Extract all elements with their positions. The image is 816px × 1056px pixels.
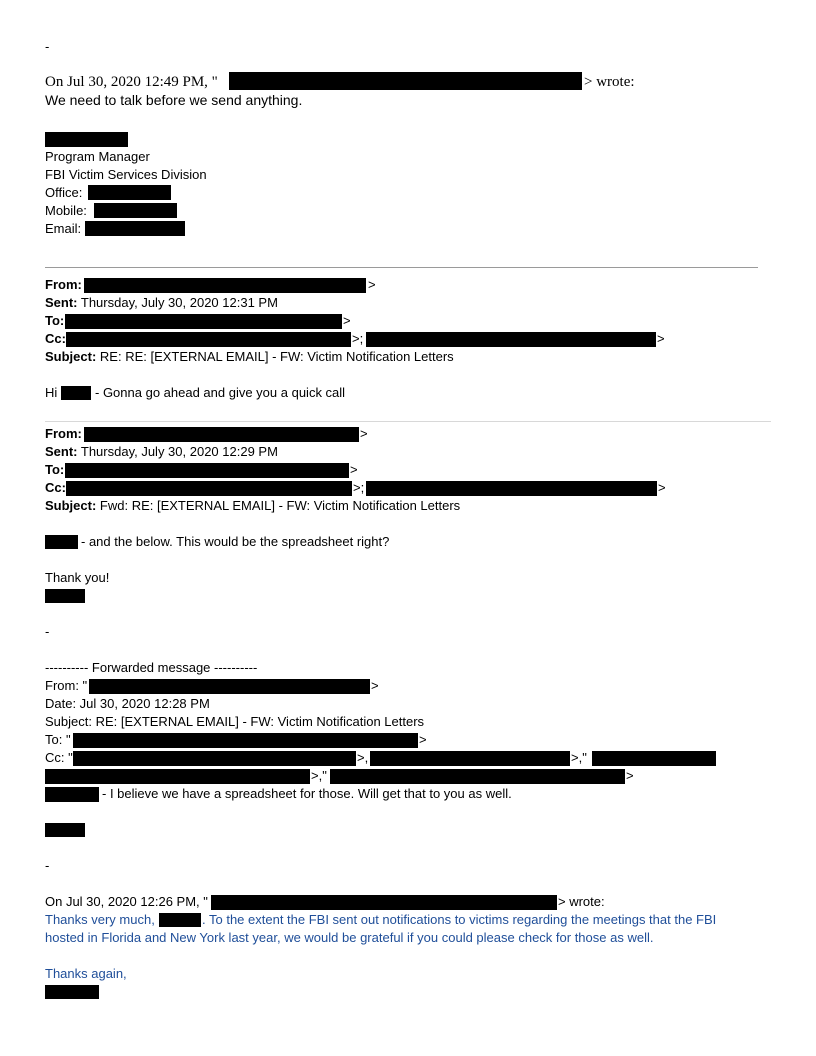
redaction-block — [89, 679, 370, 694]
email1-body-suffix: - Gonna go ahead and give you a quick call — [95, 385, 346, 400]
email1-sent: Sent: Thursday, July 30, 2020 12:31 PM — [45, 295, 278, 310]
original-line2: hosted in Florida and New York last year, we would be grateful if you could please check for those as well. — [45, 930, 654, 945]
forwarded-cc-sep1: >, — [357, 750, 369, 765]
redacted-office — [88, 185, 171, 200]
forwarded-from-tail: > — [371, 678, 379, 693]
redaction-block — [45, 589, 85, 603]
signature-division: FBI Victim Services Division — [45, 167, 207, 182]
forwarded-to-label: To: " — [45, 732, 71, 747]
email1-cc-mid: >; — [352, 331, 364, 346]
email2-cc-label: Cc: — [45, 480, 66, 495]
redaction-block — [366, 332, 656, 347]
forwarded-from-label: From: " — [45, 678, 88, 693]
redaction-block — [84, 427, 359, 442]
email1-cc-tail: > — [657, 331, 665, 346]
redaction-block — [73, 751, 356, 766]
email2-cc-tail: > — [658, 480, 666, 495]
redaction-block — [65, 314, 342, 329]
redaction-block — [211, 895, 557, 910]
email1-body-prefix: Hi — [45, 385, 58, 400]
redaction-block — [229, 72, 582, 90]
redaction-block — [65, 463, 349, 478]
original-thanks: Thanks again, — [45, 966, 127, 981]
header-divider — [45, 267, 758, 268]
email2-from-tail: > — [360, 426, 368, 441]
email2-from-label: From: — [45, 426, 82, 441]
redacted-name — [45, 132, 128, 147]
email1-from-tail: > — [368, 277, 376, 292]
forwarded-cc-sep2: >," — [571, 750, 587, 765]
mobile-label: Mobile: — [45, 203, 87, 218]
email1-cc-label: Cc: — [45, 331, 66, 346]
forwarded-to-tail: > — [419, 732, 427, 747]
redaction-block — [66, 481, 352, 496]
original-line1-suffix: . To the extent the FBI sent out notifications to victims regarding the meetings that the FBI — [202, 912, 717, 927]
email2-thanks: Thank you! — [45, 570, 110, 585]
leading-dash: - — [45, 39, 50, 54]
office-label: Office: — [45, 185, 83, 200]
forwarded-cc-line2-sep: >," — [311, 768, 327, 783]
reply-header-prefix: On Jul 30, 2020 12:49 PM, " — [45, 74, 218, 90]
email-label: Email: — [45, 221, 82, 236]
redaction-block — [330, 769, 625, 784]
redaction-block — [84, 278, 366, 293]
redaction-block — [45, 787, 99, 802]
forwarded-dash: - — [45, 858, 50, 873]
signature-title: Program Manager — [45, 149, 150, 164]
forwarded-subject: Subject: RE: [EXTERNAL EMAIL] - FW: Victim Notification Letters — [45, 714, 425, 729]
forwarded-body: - I believe we have a spreadsheet for those. Will get that to you as well. — [102, 786, 512, 801]
email1-from-label: From: — [45, 277, 82, 292]
email1-to-label: To: — [45, 313, 65, 328]
email-divider — [45, 421, 771, 422]
email2-sent: Sent: Thursday, July 30, 2020 12:29 PM — [45, 444, 278, 459]
email2-body: - and the below. This would be the spreadsheet right? — [81, 534, 390, 549]
email2-subject: Subject: Fwd: RE: [EXTERNAL EMAIL] - FW: Victim Notification Letters — [45, 498, 461, 513]
email2-cc-mid: >; — [353, 480, 365, 495]
original-header-suffix: > wrote: — [558, 894, 605, 909]
email2-to-label: To: — [45, 462, 65, 477]
redaction-block — [45, 769, 310, 784]
original-line1-prefix: Thanks very much, — [45, 912, 155, 927]
forwarded-divider: ---------- Forwarded message ---------- — [45, 660, 258, 675]
forwarded-cc-line2-tail: > — [626, 768, 634, 783]
redaction-block — [73, 733, 418, 748]
redaction-block — [370, 751, 570, 766]
email2-to-tail: > — [350, 462, 358, 477]
reply-message: We need to talk before we send anything. — [45, 92, 303, 108]
email1-subject: Subject: RE: RE: [EXTERNAL EMAIL] - FW: Victim Notification Letters — [45, 349, 454, 364]
redaction-block — [45, 985, 99, 999]
reply-header-suffix: > wrote: — [584, 74, 635, 90]
redaction-block — [592, 751, 716, 766]
redaction-block — [45, 535, 78, 549]
email1-to-tail: > — [343, 313, 351, 328]
forwarded-date: Date: Jul 30, 2020 12:28 PM — [45, 696, 210, 711]
redaction-block — [45, 823, 85, 837]
redaction-block — [66, 332, 351, 347]
email2-dash: - — [45, 624, 50, 639]
redacted-email — [85, 221, 185, 236]
forwarded-cc-label: Cc: " — [45, 750, 73, 765]
redacted-mobile — [94, 203, 177, 218]
original-header-prefix: On Jul 30, 2020 12:26 PM, " — [45, 894, 208, 909]
redaction-block — [61, 386, 91, 400]
redaction-block — [159, 913, 201, 927]
redaction-block — [366, 481, 657, 496]
